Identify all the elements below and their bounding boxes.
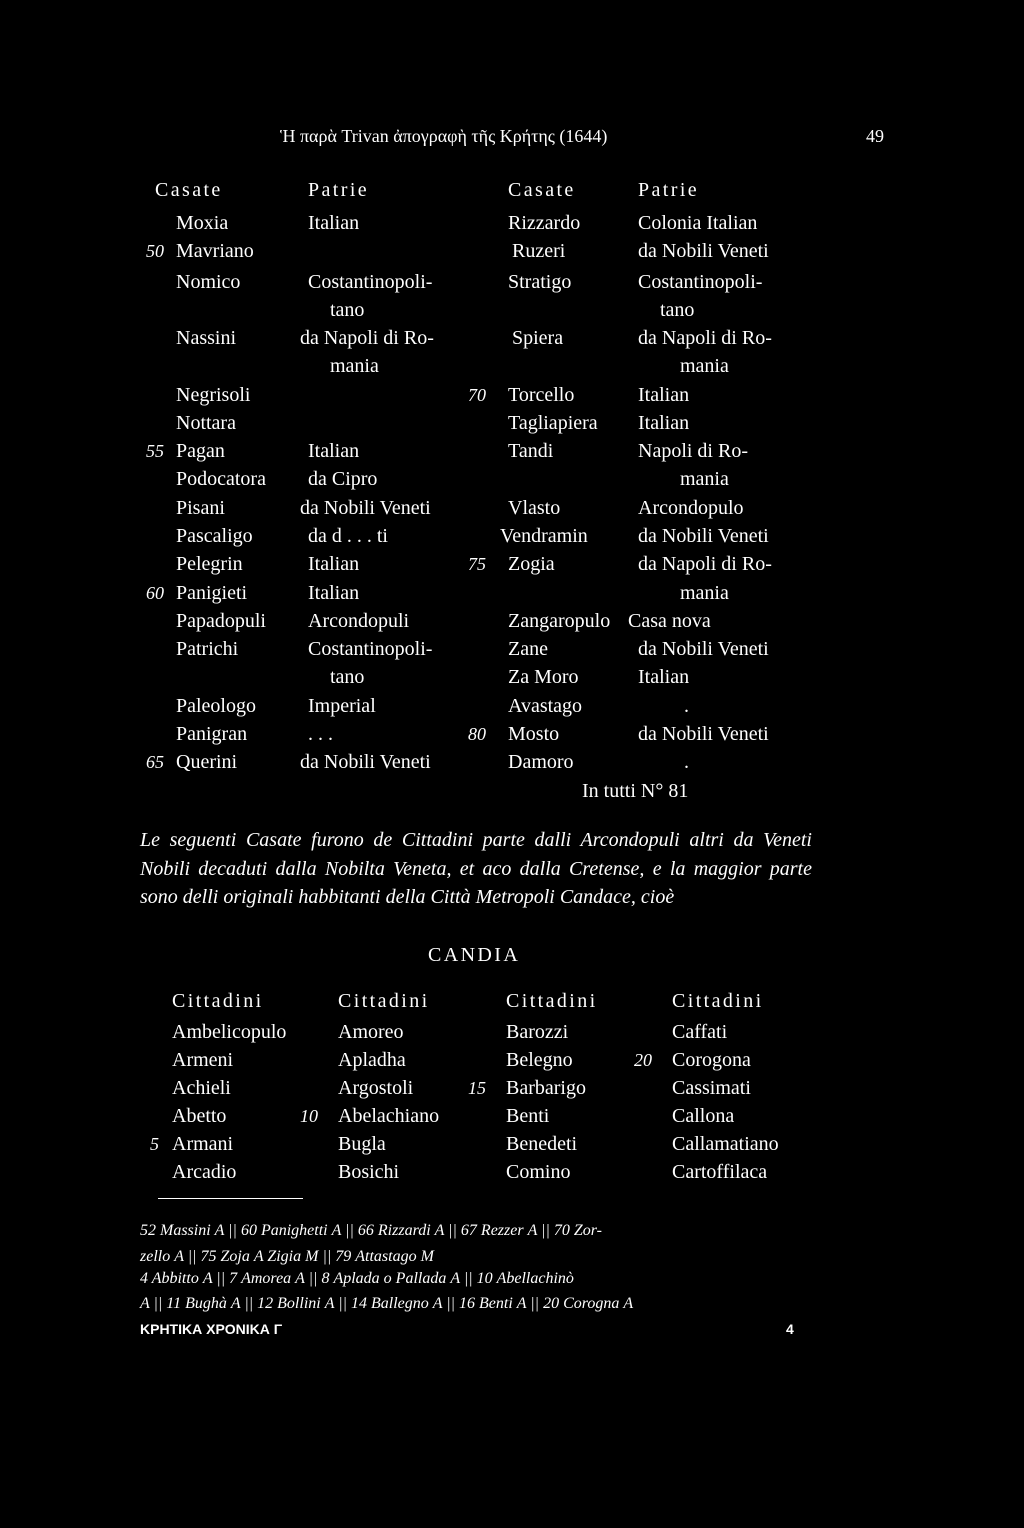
casate-cell: Pagan [176, 440, 225, 462]
casate-cell: Mosto [508, 723, 560, 745]
col-header-casate-2: Casate [508, 179, 576, 201]
footnote-line: Α || 11 Bughà Α || 12 Bollini Α || 14 Ballegno Α || 16 Benti Α || 20 Corogna Α [140, 1295, 634, 1312]
casate-cell: Papadopuli [176, 610, 266, 632]
cittadini-cell: Armani [172, 1133, 234, 1155]
casate-cell: Za Moro [508, 666, 579, 688]
cittadini-cell: Belegno [506, 1049, 573, 1071]
line-number: 70 [468, 385, 486, 405]
casate-cell: Panigieti [176, 582, 248, 604]
page-number: 49 [866, 126, 884, 146]
casate-cell: Vendramin [500, 525, 588, 547]
casate-cell: Stratigo [508, 271, 572, 293]
line-number: 20 [634, 1050, 652, 1070]
patrie-cell: . [684, 751, 689, 773]
patrie-cell: da Napoli di Ro- [638, 553, 772, 575]
casate-cell: Zogia [508, 553, 555, 575]
casate-cell: Podocatora [176, 468, 266, 490]
patrie-cell: Italian [308, 440, 360, 462]
col-header-cittadini-1: Cittadini [172, 990, 264, 1012]
casate-cell: Nottara [176, 412, 236, 434]
line-number: 10 [300, 1106, 318, 1126]
total-count: In tutti N° 81 [582, 780, 689, 802]
patrie-cell: . [684, 695, 689, 717]
cittadini-cell: Cassimati [672, 1077, 751, 1099]
cittadini-cell: Barbarigo [506, 1077, 586, 1099]
col-header-cittadini-2: Cittadini [338, 990, 430, 1012]
cittadini-cell: Caffati [672, 1021, 728, 1043]
casate-cell: Querini [176, 751, 238, 773]
casate-cell: Moxia [176, 212, 229, 234]
patrie-cell: da Napoli di Ro- [300, 327, 434, 349]
casate-cell: Tandi [508, 440, 554, 462]
line-number: 55 [146, 441, 164, 461]
line-number: 50 [146, 241, 164, 261]
casate-cell: Mavriano [176, 240, 254, 262]
cittadini-cell: Benedeti [506, 1133, 578, 1155]
casate-cell: Spiera [512, 327, 564, 349]
patrie-cell: Italian [308, 212, 360, 234]
patrie-cell: Costantinopoli- [308, 638, 433, 660]
casate-cell: Zane [508, 638, 548, 660]
cittadini-cell: Armeni [172, 1049, 234, 1071]
casate-cell: Paleologo [176, 695, 256, 717]
casate-cell: Damoro [508, 751, 574, 773]
patrie-cell: Costantinopoli- [638, 271, 763, 293]
patrie-cell: da d . . . ti [308, 525, 388, 547]
casate-cell: Zangaropulo [508, 610, 611, 632]
casate-cell: Tagliapiera [508, 412, 598, 434]
casate-cell: Panigran [176, 723, 248, 745]
body-paragraph: Le seguenti Casate furono de Cittadini parte dalli Arcondopuli altri da Veneti Nobili decaduti dalla Nobilta Veneta, et aco dalla Cretense, e la maggior parte sono delli originali habbitanti della Città Metropoli Candace, cioè [140, 829, 812, 909]
line-number: 75 [468, 554, 486, 574]
footnote-line: 52 Massini Α || 60 Panighetti Α || 66 Rizzardi Α || 67 Rezzer Α || 70 Zor- [140, 1222, 602, 1239]
casate-cell: Avastago [508, 695, 583, 717]
cittadini-cell: Cartoffilaca [672, 1161, 768, 1183]
patrie-cell: da Napoli di Ro- [638, 327, 772, 349]
cittadini-cell: Achieli [172, 1077, 231, 1099]
casate-cell: Patrichi [176, 638, 239, 660]
patrie-cell: Italian [308, 553, 360, 575]
patrie-cell: da Nobili Veneti [638, 240, 769, 262]
signature-mark: 4 [786, 1321, 794, 1337]
casate-cell: Nomico [176, 271, 241, 293]
casate-cell: Pelegrin [176, 553, 243, 575]
cittadini-cell: Callamatiano [672, 1133, 779, 1155]
patrie-cell: mania [330, 355, 379, 377]
patrie-cell: Italian [638, 666, 690, 688]
journal-footer: ΚΡΗΤΙΚΑ ΧΡΟΝΙΚΑ Γ [140, 1321, 283, 1337]
patrie-cell: Italian [638, 384, 690, 406]
line-number: 60 [146, 583, 164, 603]
patrie-cell: Imperial [308, 695, 376, 717]
patrie-cell: Casa nova [628, 610, 711, 632]
cittadini-cell: Ambelicopulo [172, 1021, 287, 1043]
cittadini-cell: Bosichi [338, 1161, 400, 1183]
patrie-cell: da Nobili Veneti [638, 638, 769, 660]
patrie-cell: mania [680, 468, 729, 490]
patrie-cell: tano [330, 666, 365, 688]
footnote-line: zello Α || 75 Zoja Α Zigia Μ || 79 Attastago Μ [140, 1248, 434, 1265]
casate-cell: Rizzardo [508, 212, 581, 234]
patrie-cell: Italian [308, 582, 360, 604]
cittadini-cell: Amoreo [338, 1021, 404, 1043]
col-header-cittadini-3: Cittadini [506, 990, 598, 1012]
line-number: 80 [468, 724, 486, 744]
patrie-cell: tano [660, 299, 695, 321]
cittadini-cell: Benti [506, 1105, 550, 1127]
casate-cell: Pascaligo [176, 525, 253, 547]
cittadini-cell: Bugla [338, 1133, 386, 1155]
cittadini-cell: Arcadio [172, 1161, 237, 1183]
patrie-cell: Arcondopulo [638, 497, 744, 519]
cittadini-cell: Comino [506, 1161, 571, 1183]
patrie-cell: Costantinopoli- [308, 271, 433, 293]
line-number: 5 [150, 1134, 159, 1154]
running-header: Ἡ παρὰ Trivan ἀπογραφὴ τῆς Κρήτης (1644) [280, 126, 608, 146]
casate-cell: Nassini [176, 327, 236, 349]
cittadini-cell: Callona [672, 1105, 735, 1127]
cittadini-cell: Corogona [672, 1049, 751, 1071]
col-header-patrie-2: Patrie [638, 179, 700, 201]
casate-cell: Vlasto [508, 497, 561, 519]
patrie-cell: Arcondopuli [308, 610, 410, 632]
patrie-cell: Italian [638, 412, 690, 434]
patrie-cell: da Nobili Veneti [638, 525, 769, 547]
line-number: 15 [468, 1078, 486, 1098]
cittadini-cell: Abelachiano [338, 1105, 440, 1127]
footnote-line: 4 Abbitto Α || 7 Amorea Α || 8 Aplada o Pallada Α || 10 Abellachinò [140, 1270, 574, 1287]
patrie-cell: da Cipro [308, 468, 378, 490]
line-number: 65 [146, 752, 164, 772]
patrie-cell: Napoli di Ro- [638, 440, 748, 462]
patrie-cell: tano [330, 299, 365, 321]
col-header-cittadini-4: Cittadini [672, 990, 764, 1012]
footnote-rule [158, 1198, 303, 1199]
patrie-cell: da Nobili Veneti [638, 723, 769, 745]
patrie-cell: mania [680, 355, 729, 377]
patrie-cell: Colonia Italian [638, 212, 758, 234]
patrie-cell: da Nobili Veneti [300, 751, 431, 773]
cittadini-cell: Barozzi [506, 1021, 569, 1043]
casate-cell: Pisani [176, 497, 225, 519]
casate-cell: Ruzeri [512, 240, 566, 262]
cittadini-cell: Argostoli [338, 1077, 414, 1099]
patrie-cell: mania [680, 582, 729, 604]
casate-cell: Torcello [508, 384, 575, 406]
section-title: CANDIA [428, 944, 521, 966]
patrie-cell: da Nobili Veneti [300, 497, 431, 519]
col-header-patrie-1: Patrie [308, 179, 370, 201]
col-header-casate-1: Casate [155, 179, 223, 201]
patrie-cell: . . . [308, 723, 333, 745]
casate-cell: Negrisoli [176, 384, 251, 406]
cittadini-cell: Abetto [172, 1105, 227, 1127]
cittadini-cell: Apladha [338, 1049, 406, 1071]
